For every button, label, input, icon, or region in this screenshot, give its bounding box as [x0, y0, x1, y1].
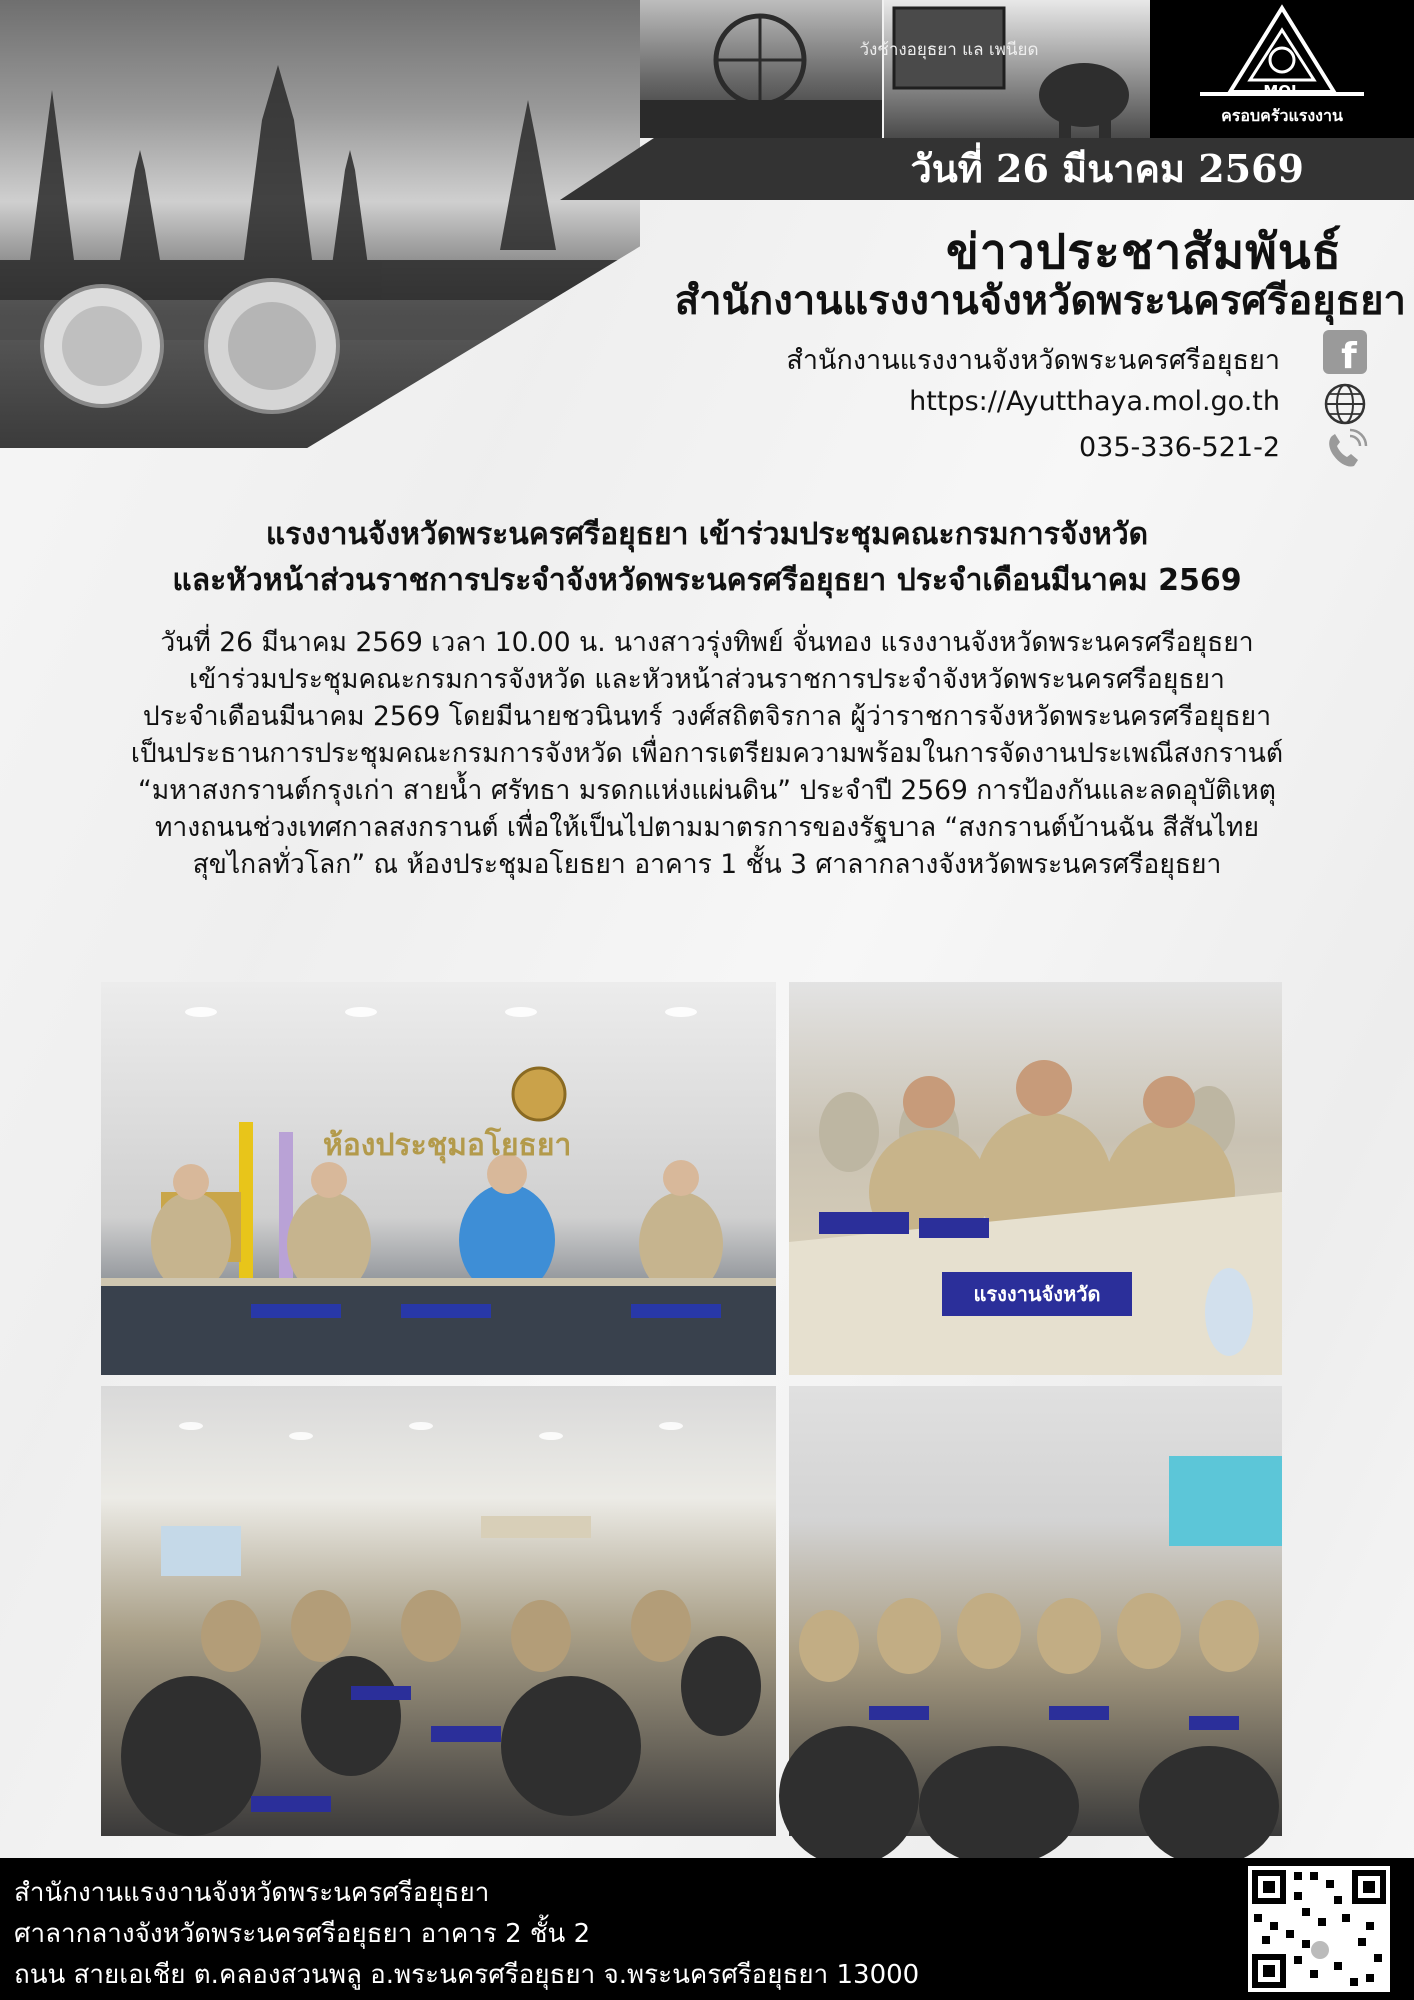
footer-office-name: สำนักงานแรงงานจังหวัดพระนครศรีอยุธยา	[14, 1878, 490, 1908]
website-url[interactable]: https://Ayutthaya.mol.go.th	[909, 386, 1280, 417]
body-line: เข้าร่วมประชุมคณะกรมการจังหวัด และหัวหน้าส่วนราชการประจำจังหวัดพระนครศรีอยุธยา	[189, 664, 1225, 695]
photo-labour-officials	[789, 982, 1282, 1375]
press-release-title: ข่าวประชาสัมพันธ์	[946, 224, 1342, 280]
publish-date: วันที่ 26 มีนาคม 2569	[910, 146, 1304, 191]
body-line: สุขไกลทั่วโลก” ณ ห้องประชุมอโยธยา อาคาร 1 ชั้น 3 ศาลากลางจังหวัดพระนครศรีอยุธยา	[192, 849, 1222, 880]
headline-line: และหัวหน้าส่วนราชการประจำจังหวัดพระนครศรีอยุธยา ประจำเดือนมีนาคม 2569	[172, 563, 1242, 598]
elephant-camp-sign: วังช้างอยุธยา แล เพนียด	[859, 40, 1039, 60]
body-line: “มหาสงกรานต์กรุงเก่า สายน้ำ ศรัทธา มรดกแห่งแผ่นดิน” ประจำปี 2569 การป้องกันและลดอุบัติเหตุ	[138, 775, 1276, 806]
body-line: ทางถนนช่วงเทศกาลสงกรานต์ เพื่อให้เป็นไปตามมาตรการของรัฐบาล “สงกรานต์บ้านฉัน สีสันไทย	[154, 812, 1260, 843]
headline-line: แรงงานจังหวัดพระนครศรีอยุธยา เข้าร่วมประชุมคณะกรมการจังหวัด	[265, 517, 1149, 552]
body-line: ประจำเดือนมีนาคม 2569 โดยมีนายชวนินทร์ วงศ์สถิตจิรกาล ผู้ว่าราชการจังหวัดพระนครศรีอยุธยา	[142, 701, 1272, 732]
footer-address: ถนน สายเอเชีย ต.คลองสวนพลู อ.พระนครศรีอยุธยา จ.พระนครศรีอยุธยา 13000	[14, 1960, 920, 1990]
qr-code-icon[interactable]	[1248, 1866, 1390, 1992]
photo-meeting-hall	[101, 1386, 776, 1836]
mol-abbr: MOL	[1263, 82, 1301, 100]
facebook-page-name[interactable]: สำนักงานแรงงานจังหวัดพระนครศรีอยุธยา	[786, 345, 1280, 376]
desk-nameplate: แรงงานจังหวัด	[942, 1272, 1132, 1316]
mol-tagline: ครอบครัวแรงงาน	[1221, 106, 1343, 125]
header-photo-elephant	[859, 0, 1150, 138]
header-photo-festival	[640, 0, 882, 138]
footer-building: ศาลากลางจังหวัดพระนครศรีอยุธยา อาคาร 2 ชั้น 2	[14, 1919, 591, 1949]
body-line: เป็นประธานการประชุมคณะกรมการจังหวัด เพื่อการเตรียมความพร้อมในการจัดงานประเพณีสงกรานต์	[130, 738, 1284, 769]
article-body	[60, 624, 1354, 883]
mol-logo	[1150, 0, 1414, 138]
facebook-icon[interactable]	[1320, 330, 1370, 377]
article-headline	[60, 512, 1354, 604]
phone-icon[interactable]	[1320, 428, 1370, 472]
room-sign-text: ห้องประชุมอโยธยา	[323, 1128, 572, 1163]
svg-text:f: f	[1341, 336, 1357, 377]
office-title: สำนักงานแรงงานจังหวัดพระนครศรีอยุธยา	[674, 277, 1406, 324]
body-line: วันที่ 26 มีนาคม 2569 เวลา 10.00 น. นางสาวรุ่งทิพย์ จั่นทอง แรงงานจังหวัดพระนครศรีอยุธยา	[160, 627, 1254, 658]
phone-number[interactable]: 035-336-521-2	[1078, 432, 1280, 463]
globe-icon[interactable]	[1320, 382, 1370, 426]
photo-head-table	[101, 982, 776, 1375]
photo-participants	[789, 1386, 1282, 1836]
